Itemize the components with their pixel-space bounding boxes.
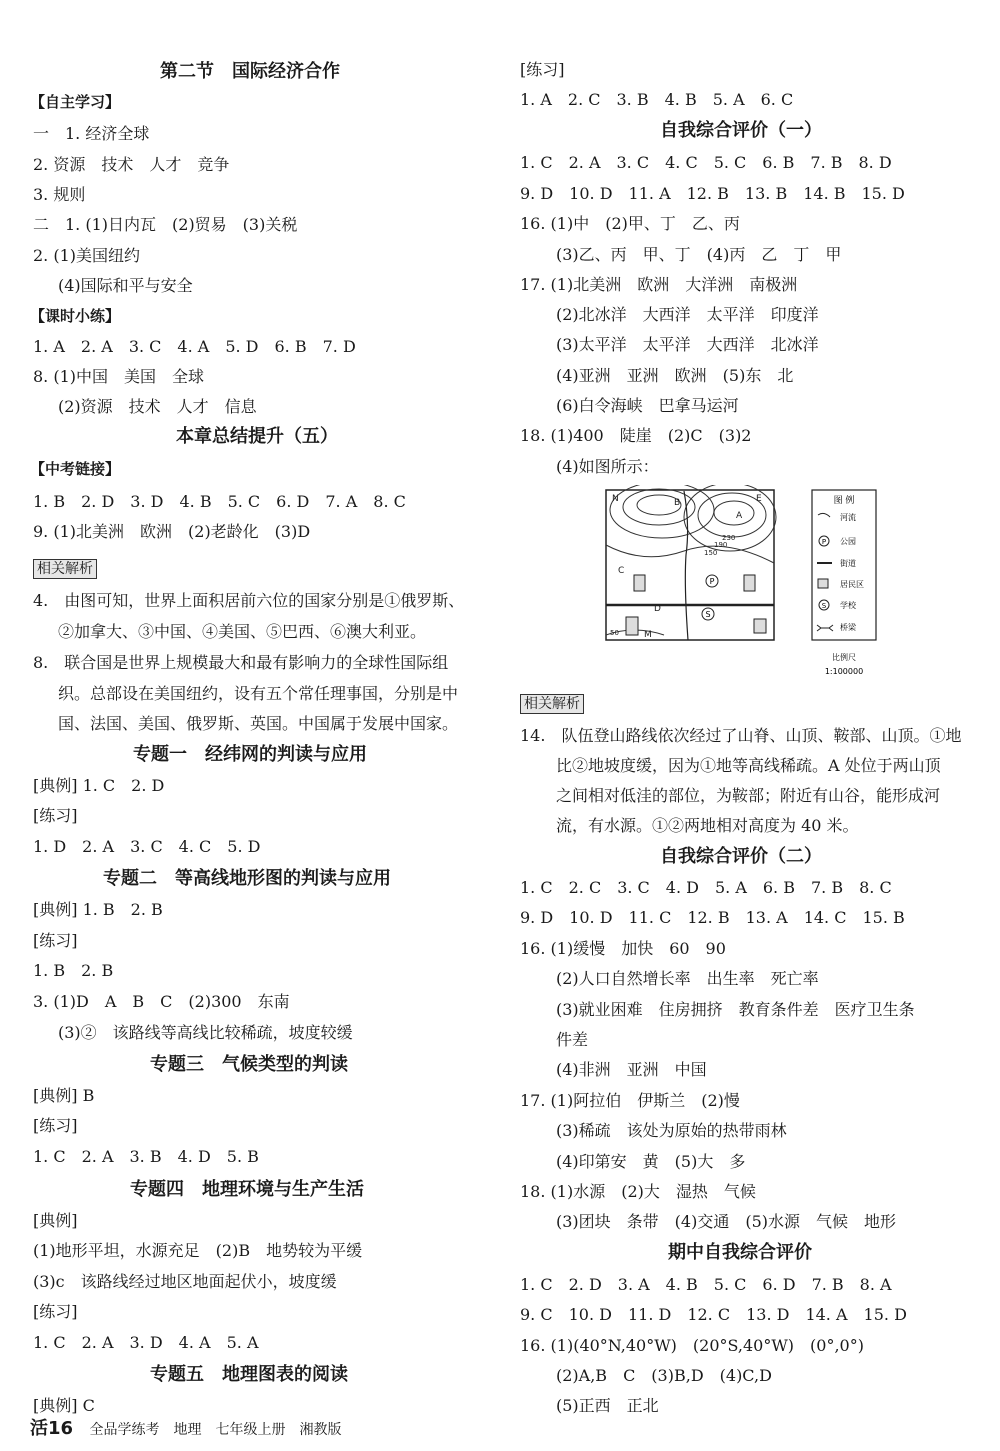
legend-item: 学校 xyxy=(840,601,856,610)
svg-text:S: S xyxy=(705,610,711,619)
label-a: A xyxy=(736,511,743,521)
answer-line: (6)白令海峡 巴拿马运河 xyxy=(556,396,739,415)
answer-line: 3. 规则 xyxy=(33,185,86,204)
topic-three-title: 专题三 气候类型的判读 xyxy=(150,1054,348,1075)
contour-label: 190 xyxy=(714,541,728,549)
legend-item: 居民区 xyxy=(840,580,864,589)
answer-line: (2)北冰洋 大西洋 太平洋 印度洋 xyxy=(556,305,819,324)
page-number: 活16 xyxy=(30,1418,74,1439)
answer-line: [典例] 1. C 2. D xyxy=(33,776,165,795)
analysis-line: 织。总部设在美国纽约，设有五个常任理事国，分别是中 xyxy=(58,684,459,703)
answer-line: (3)团块 条带 (4)交通 (5)水源 气候 地形 xyxy=(556,1212,896,1231)
answer-line: 16. (1)中 (2)甲、丁 乙、丙 xyxy=(520,214,740,233)
answer-line: 9. (1)北美洲 欧洲 (2)老龄化 (3)D xyxy=(33,522,311,541)
section-title: 第二节 国际经济合作 xyxy=(160,61,340,82)
topic-two-title: 专题二 等高线地形图的判读与应用 xyxy=(103,868,391,889)
page-footer xyxy=(30,1418,342,1441)
answer-line: (2)A,B C (3)B,D (4)C,D xyxy=(556,1366,772,1385)
answer-line: (4)非洲 亚洲 中国 xyxy=(556,1060,707,1079)
answer-line: 16. (1)缓慢 加快 60 90 xyxy=(520,939,726,958)
answer-line: 1. C 2. D 3. A 4. B 5. C 6. D 7. B 8. A xyxy=(520,1275,892,1294)
analysis-line: 之间相对低洼的部位，为鞍部；附近有山谷，能形成河 xyxy=(556,786,941,805)
svg-text:P: P xyxy=(709,577,715,586)
answer-line: [练习] xyxy=(33,1302,78,1321)
self-evaluation-one-title: 自我综合评价（一） xyxy=(660,120,822,141)
answer-line: 1. C 2. A 3. C 4. C 5. C 6. B 7. B 8. D xyxy=(520,153,892,172)
answer-line: [典例] xyxy=(33,1211,78,1230)
answer-line: 2. 资源 技术 人才 竞争 xyxy=(33,155,230,174)
label-c: C xyxy=(618,566,625,576)
answer-line: (2)人口自然增长率 出生率 死亡率 xyxy=(556,969,819,988)
answer-line: 1. B 2. B xyxy=(33,961,114,980)
scale-value: 1:100000 xyxy=(824,667,864,676)
answer-line: 16. (1)(40°N,40°W) (20°S,40°W) (0°,0°) xyxy=(520,1336,864,1355)
analysis-line: 流，有水源。①②两地相对高度为 40 米。 xyxy=(556,816,859,835)
analysis-line: 14. 队伍登山路线依次经过了山脊、山顶、鞍部、山顶。①地 xyxy=(520,726,962,745)
answer-line: 二 1. (1)日内瓦 (2)贸易 (3)关税 xyxy=(33,215,298,234)
analysis-line: 国、法国、美国、俄罗斯、英国。中国属于发展中国家。 xyxy=(58,714,459,733)
school-icon xyxy=(819,600,829,610)
answer-line: (3)c 该路线经过地区地面起伏小，坡度缓 xyxy=(33,1272,337,1291)
lesson-practice-label: 【课时小练】 xyxy=(30,307,121,325)
answer-line: 件差 xyxy=(556,1030,589,1049)
topic-five-title: 专题五 地理图表的阅读 xyxy=(150,1364,348,1385)
svg-text:P: P xyxy=(821,538,827,546)
answer-line: 1. A 2. A 3. C 4. A 5. D 6. B 7. D xyxy=(33,337,356,356)
answer-line: (5)正西 正北 xyxy=(556,1396,659,1415)
analysis-line: 8. 联合国是世界上规模最大和最有影响力的全球性国际组 xyxy=(33,653,449,672)
answer-line: (4)亚洲 亚洲 欧洲 (5)东 北 xyxy=(556,366,794,385)
exam-link-label: 【中考链接】 xyxy=(30,460,121,478)
topic-one-title: 专题一 经纬网的判读与应用 xyxy=(133,744,367,765)
answer-line: [典例] C xyxy=(33,1396,95,1415)
label-b: B xyxy=(674,498,681,508)
answer-line: (3)乙、丙 甲、丁 (4)丙 乙 丁 甲 xyxy=(556,245,842,264)
legend-item: 街道 xyxy=(840,559,856,568)
answer-line: 1. C 2. C 3. C 4. D 5. A 6. B 7. B 8. C xyxy=(520,878,892,897)
contour-map-figure xyxy=(604,485,884,680)
answer-line: [练习] xyxy=(33,806,78,825)
analysis-line: 比②地坡度缓，因为①地等高线稀疏。A 处位于两山顶 xyxy=(556,756,941,775)
topic-four-title: 专题四 地理环境与生产生活 xyxy=(130,1179,364,1200)
label-d: D xyxy=(654,604,661,614)
residential-icon xyxy=(818,579,828,588)
scale-title: 比例尺 xyxy=(832,653,856,662)
answer-line: 一 1. 经济全球 xyxy=(33,124,150,143)
analysis-tag: 相关解析 xyxy=(520,694,584,714)
answer-line: (2)资源 技术 人才 信息 xyxy=(58,397,257,416)
footer-book-info: 全品学练考 地理 七年级上册 湘教版 xyxy=(89,1422,342,1438)
label-e: E xyxy=(756,494,762,504)
answer-line: [练习] xyxy=(520,60,565,79)
answer-line: 18. (1)水源 (2)大 湿热 气候 xyxy=(520,1182,756,1201)
legend-item: 河流 xyxy=(840,513,856,522)
answer-line: (3)太平洋 太平洋 大西洋 北冰洋 xyxy=(556,335,819,354)
answer-line: 1. A 2. C 3. B 4. B 5. A 6. C xyxy=(520,90,794,109)
contour-label: 50 xyxy=(610,629,619,637)
answer-line: (3)稀疏 该处为原始的热带雨林 xyxy=(556,1121,787,1140)
analysis-tag: 相关解析 xyxy=(33,559,97,579)
self-evaluation-two-title: 自我综合评价（二） xyxy=(660,846,822,867)
park-symbol xyxy=(706,575,718,587)
answer-line: (3)② 该路线等高线比较稀疏，坡度较缓 xyxy=(58,1023,353,1042)
answer-line: [练习] xyxy=(33,1116,78,1135)
answer-line: 1. D 2. A 3. C 4. C 5. D xyxy=(33,837,261,856)
answer-line: 3. (1)D A B C (2)300 东南 xyxy=(33,992,290,1011)
answer-line: 1. B 2. D 3. D 4. B 5. C 6. D 7. A 8. C xyxy=(33,492,406,511)
label-n: N xyxy=(612,494,619,504)
legend-item: 桥梁 xyxy=(840,623,856,632)
answer-line: 1. C 2. A 3. B 4. D 5. B xyxy=(33,1147,259,1166)
answer-line: 1. C 2. A 3. D 4. A 5. A xyxy=(33,1333,259,1352)
answer-line: (4)如图所示： xyxy=(556,457,659,476)
self-study-label: 【自主学习】 xyxy=(30,93,121,111)
school-symbol xyxy=(702,608,714,620)
answer-line: (4)国际和平与安全 xyxy=(58,276,193,295)
analysis-line: ②加拿大、③中国、④美国、⑤巴西、⑥澳大利亚。 xyxy=(58,622,427,641)
answer-line: (4)印第安 黄 (5)大 多 xyxy=(556,1152,746,1171)
answer-line: 9. D 10. D 11. A 12. B 13. B 14. B 15. D xyxy=(520,184,905,203)
answer-line: 2. (1)美国纽约 xyxy=(33,246,141,265)
chapter-title: 本章总结提升（五） xyxy=(176,426,338,447)
park-icon xyxy=(819,536,829,546)
analysis-line: 4. 由图可知，世界上面积居前六位的国家分别是①俄罗斯、 xyxy=(33,591,465,610)
answer-line: [练习] xyxy=(33,931,78,950)
answer-line: [典例] 1. B 2. B xyxy=(33,900,163,919)
answer-line: 17. (1)北美洲 欧洲 大洋洲 南极洲 xyxy=(520,275,798,294)
answer-line: 9. D 10. D 11. C 12. B 13. A 14. C 15. B xyxy=(520,908,905,927)
contour-label: 230 xyxy=(722,534,736,542)
answer-line: (3)就业困难 住房拥挤 教育条件差 医疗卫生条 xyxy=(556,1000,915,1019)
answer-line: (1)地形平坦，水源充足 (2)B 地势较为平缓 xyxy=(33,1241,363,1260)
legend-title: 图 例 xyxy=(833,496,855,506)
svg-text:S: S xyxy=(821,602,827,610)
legend-item: 公园 xyxy=(840,537,856,546)
contour-label: 150 xyxy=(704,549,718,557)
answer-line: 17. (1)阿拉伯 伊斯兰 (2)慢 xyxy=(520,1091,740,1110)
answer-line: 8. (1)中国 美国 全球 xyxy=(33,367,205,386)
label-m: M xyxy=(644,630,652,640)
midterm-evaluation-title: 期中自我综合评价 xyxy=(668,1242,812,1263)
answer-line: 18. (1)400 陡崖 (2)C (3)2 xyxy=(520,426,752,445)
answer-line: 9. C 10. D 11. D 12. C 13. D 14. A 15. D xyxy=(520,1305,907,1324)
answer-line: [典例] B xyxy=(33,1086,95,1105)
map-legend xyxy=(812,490,876,640)
